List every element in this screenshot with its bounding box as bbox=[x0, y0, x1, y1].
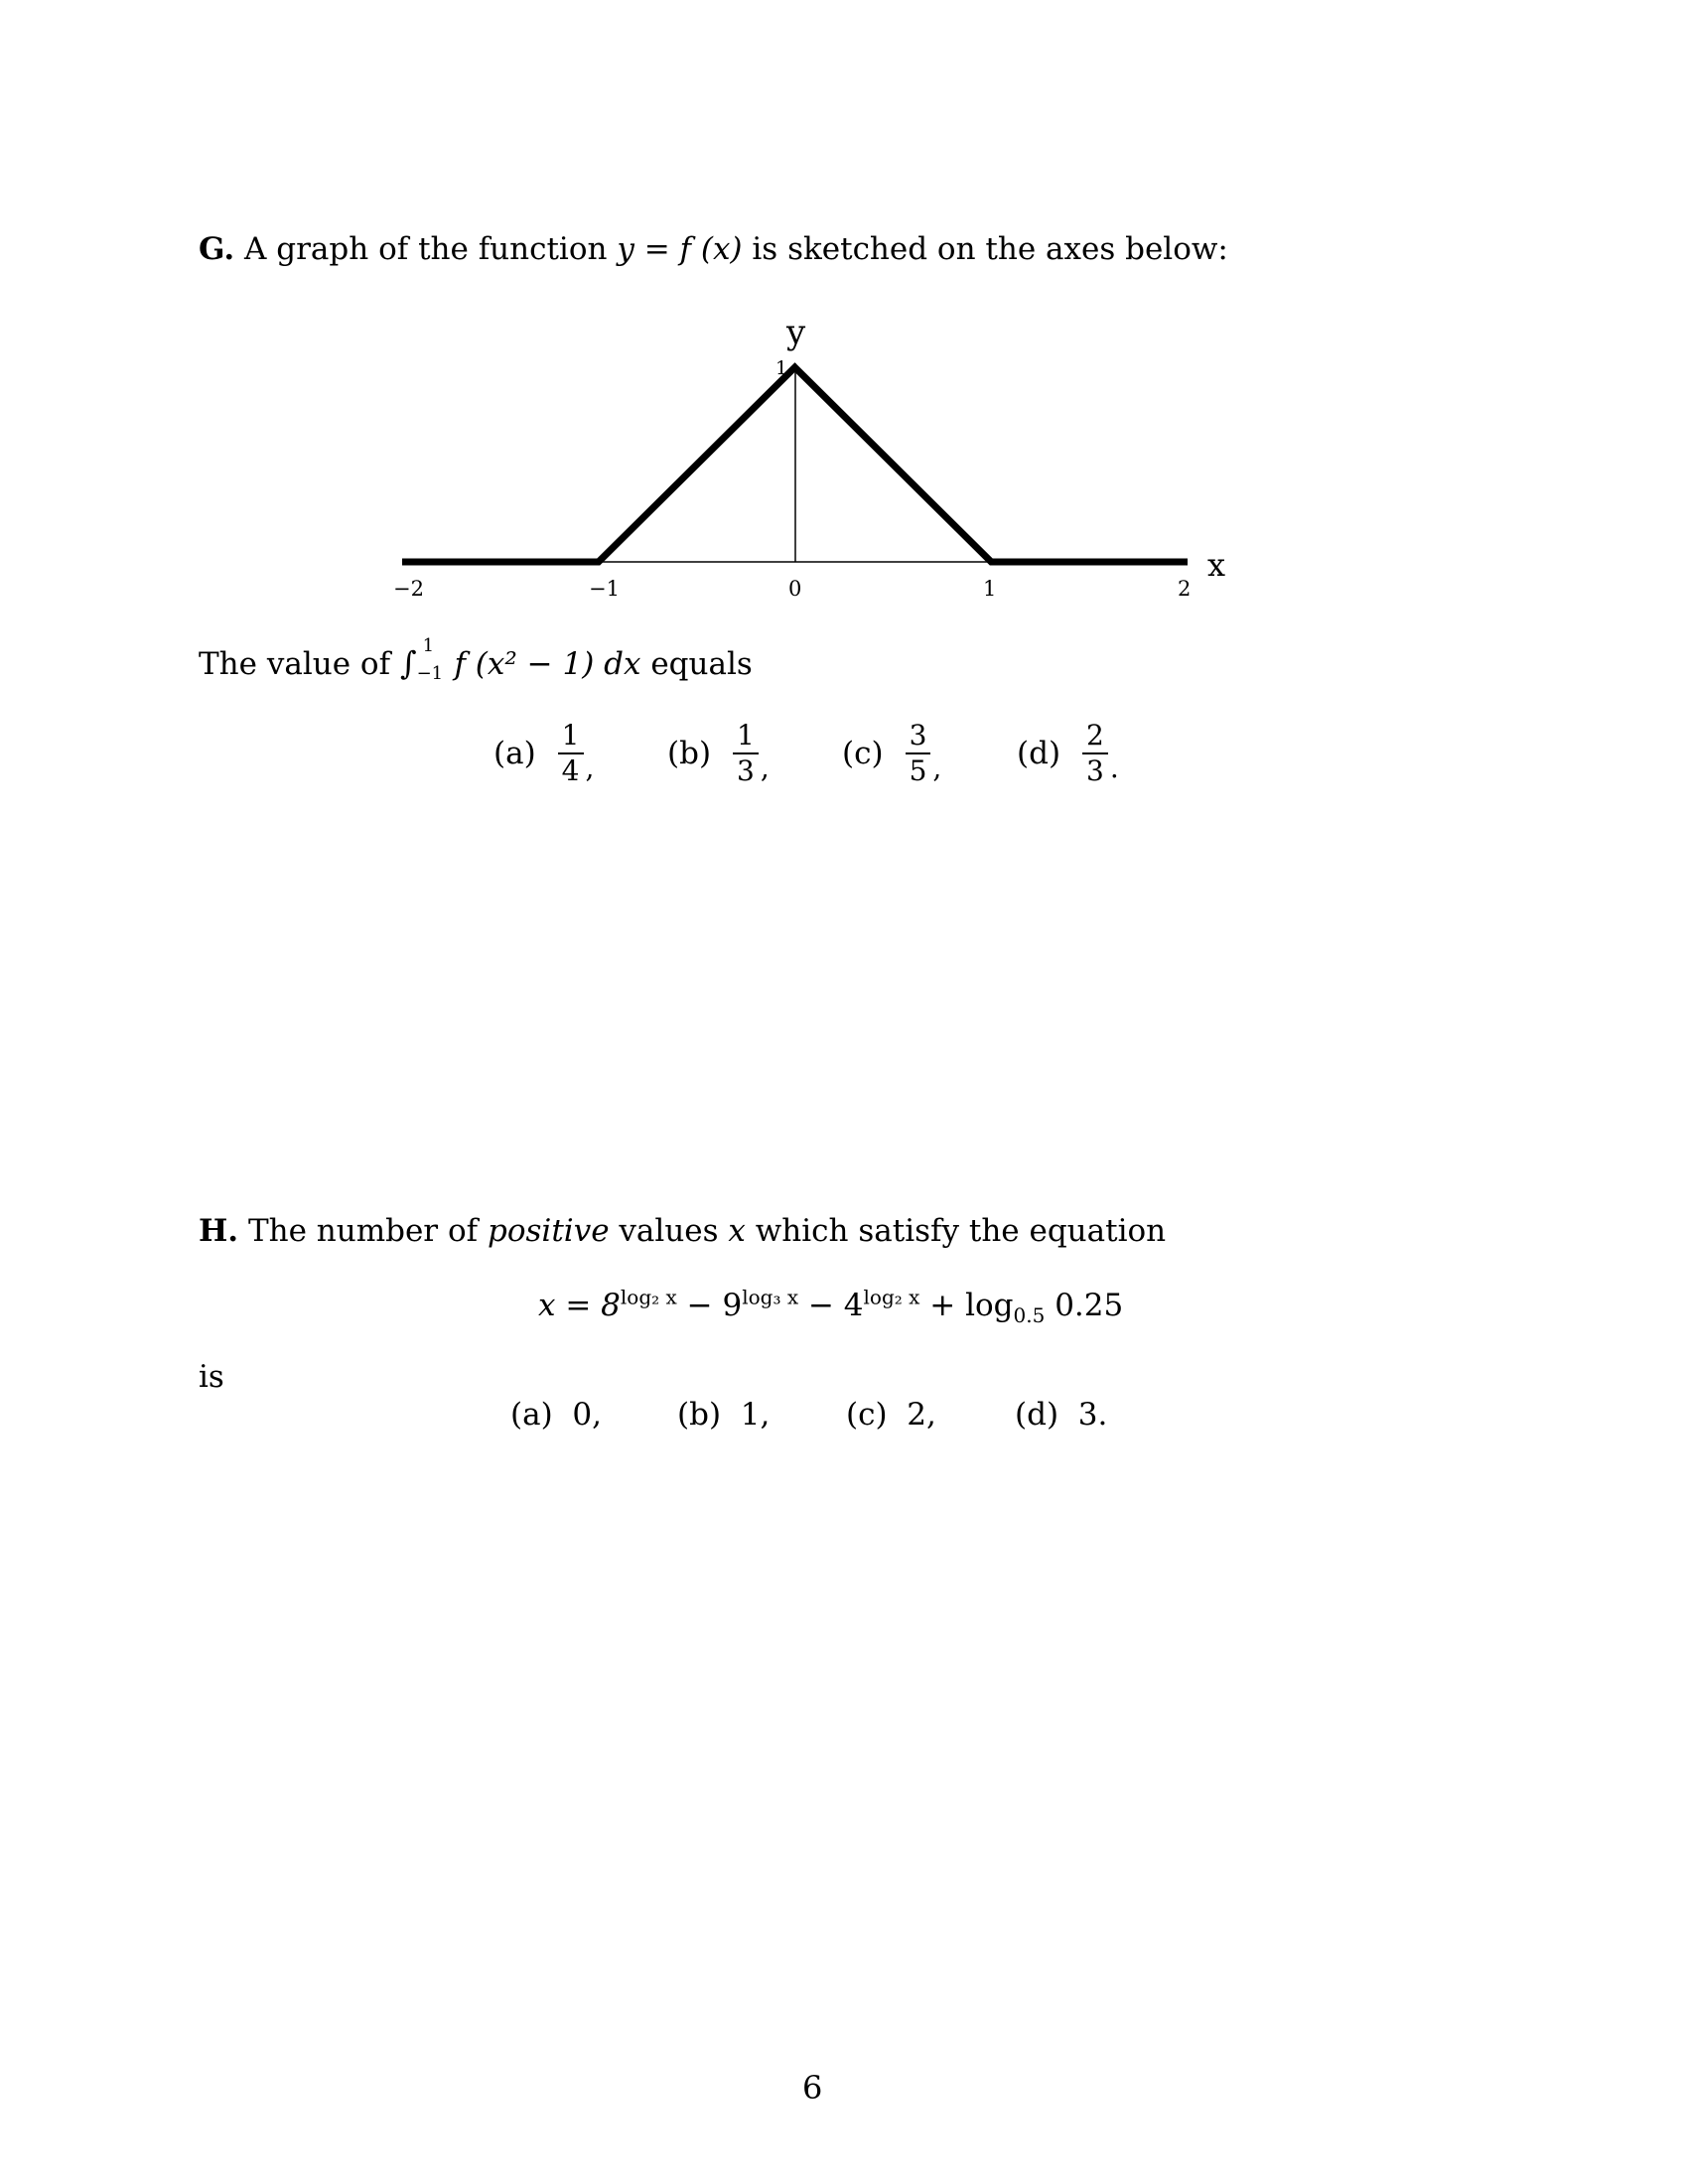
choice-a bbox=[510, 1397, 602, 1433]
page-number: 6 bbox=[802, 2069, 823, 2107]
choice-value: 3. bbox=[1077, 1397, 1108, 1433]
x-tick-label: 1 bbox=[983, 577, 997, 601]
problem-h-text-mid: values bbox=[619, 1213, 719, 1249]
choice-b bbox=[667, 721, 770, 786]
fraction-denominator: 3 bbox=[1086, 754, 1104, 788]
choice-value: 2, bbox=[907, 1397, 936, 1433]
choice-a bbox=[493, 721, 594, 786]
problem-h-choices bbox=[0, 1397, 1688, 1439]
fraction-denominator: 4 bbox=[561, 754, 580, 788]
choice-fraction bbox=[733, 721, 759, 786]
eq-exponent: log₂ x bbox=[863, 1285, 920, 1309]
problem-h-text-pre: The number of bbox=[247, 1213, 479, 1249]
choice-fraction bbox=[906, 721, 931, 786]
problem-h-emphasis: positive bbox=[487, 1213, 610, 1249]
choice-value: 0, bbox=[572, 1397, 602, 1433]
x-axis-label: x bbox=[1207, 546, 1226, 584]
choice-label: (a) bbox=[493, 735, 536, 771]
eq-term: 0.25 bbox=[1045, 1288, 1124, 1323]
choice-punct: , bbox=[932, 751, 942, 784]
integral-upper: 1 bbox=[422, 634, 435, 656]
choice-c bbox=[842, 721, 941, 786]
integral-lower: −1 bbox=[416, 662, 444, 684]
problem-h-is: is bbox=[199, 1359, 224, 1395]
fraction-denominator: 5 bbox=[909, 754, 927, 788]
choice-value: 1, bbox=[740, 1397, 771, 1433]
problem-g-question bbox=[199, 634, 753, 684]
choice-d bbox=[1015, 1397, 1108, 1433]
function-graph bbox=[0, 0, 1688, 695]
choice-c bbox=[846, 1397, 936, 1433]
eq-log-base: 0.5 bbox=[1013, 1303, 1046, 1328]
integral-limits bbox=[416, 634, 445, 684]
choice-label: (d) bbox=[1017, 735, 1061, 771]
choice-fraction bbox=[1082, 721, 1108, 786]
eq-exponent: log₂ x bbox=[620, 1285, 677, 1309]
problem-g-label: G. bbox=[199, 231, 235, 267]
y-tick-label: 1 bbox=[775, 357, 788, 379]
question-pre: The value of bbox=[199, 646, 391, 682]
choice-label: (b) bbox=[667, 735, 712, 771]
choice-fraction bbox=[558, 721, 584, 786]
choice-label: (d) bbox=[1015, 1397, 1059, 1433]
eq-term: − 9 bbox=[676, 1288, 743, 1323]
eq-lhs: x = 8 bbox=[538, 1288, 621, 1323]
choice-punct: , bbox=[585, 751, 595, 784]
choice-b bbox=[677, 1397, 771, 1433]
choice-label: (c) bbox=[842, 735, 884, 771]
eq-term: + log bbox=[919, 1288, 1014, 1323]
choice-label: (c) bbox=[846, 1397, 888, 1433]
choice-d bbox=[1017, 721, 1119, 786]
x-tick-label: −1 bbox=[589, 577, 620, 601]
problem-h-variable: x bbox=[728, 1213, 746, 1249]
fraction-numerator: 2 bbox=[1082, 721, 1108, 754]
fraction-denominator: 3 bbox=[737, 754, 755, 788]
x-tick-label: 0 bbox=[788, 577, 802, 601]
problem-g-intro-post: is sketched on the axes below: bbox=[752, 231, 1228, 267]
y-axis-label: y bbox=[786, 313, 806, 352]
choice-label: (a) bbox=[510, 1397, 553, 1433]
problem-h-text-post: which satisfy the equation bbox=[755, 1213, 1167, 1249]
eq-term: − 4 bbox=[798, 1288, 864, 1323]
choice-punct: , bbox=[760, 751, 770, 784]
eq-exponent: log₃ x bbox=[742, 1285, 799, 1309]
fraction-numerator: 1 bbox=[733, 721, 759, 754]
problem-h-intro bbox=[199, 1213, 1167, 1249]
integrand: f (x² − 1) dx bbox=[454, 646, 641, 682]
x-tick-label: 2 bbox=[1178, 577, 1192, 601]
x-tick-label: −2 bbox=[393, 577, 424, 601]
fraction-numerator: 1 bbox=[558, 721, 584, 754]
integral-sign: ∫ bbox=[399, 644, 417, 682]
problem-h-equation bbox=[538, 1285, 1124, 1328]
fraction-numerator: 3 bbox=[906, 721, 931, 754]
question-post: equals bbox=[650, 646, 753, 682]
choice-punct: . bbox=[1109, 751, 1119, 784]
problem-g-intro-fn: y = f (x) bbox=[617, 231, 743, 267]
choice-label: (b) bbox=[677, 1397, 722, 1433]
problem-h-label: H. bbox=[199, 1213, 239, 1249]
problem-g-intro-pre: A graph of the function bbox=[244, 231, 608, 267]
